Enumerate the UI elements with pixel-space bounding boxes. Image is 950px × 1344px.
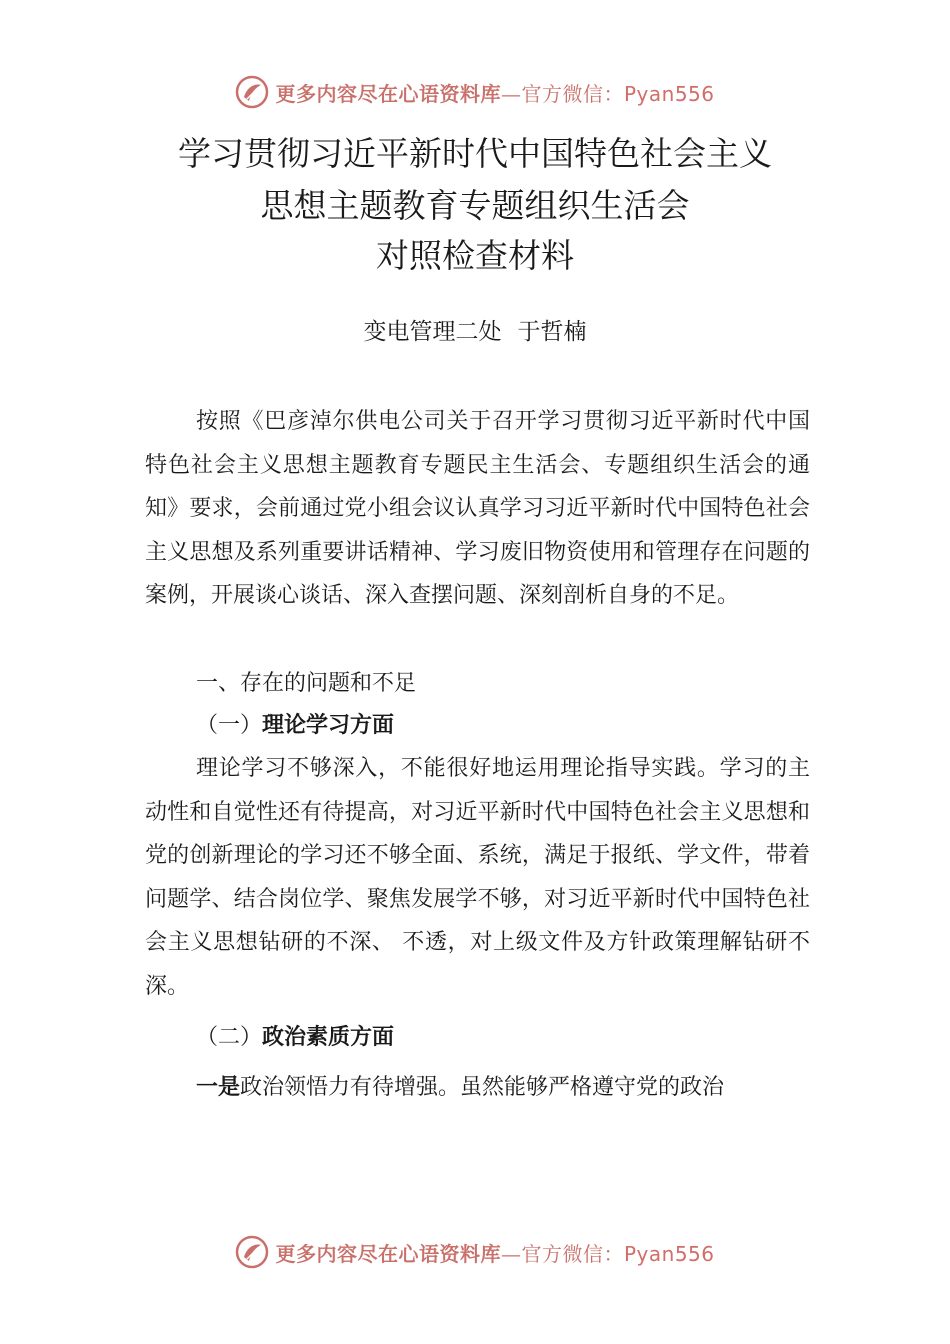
header-banner	[0, 72, 950, 112]
author-department: 变电管理二处	[363, 319, 502, 345]
banner-brand-text: 更多内容尽在心语资料库	[275, 1241, 501, 1266]
brand-logo-icon	[235, 75, 269, 109]
subsection-1-title: 理论学习方面	[262, 713, 395, 738]
author-name: 于哲楠	[517, 319, 587, 345]
document-title-line-3: 对照检查材料	[376, 236, 574, 275]
point-one-text: 政治领悟力有待增强。虽然能够严格遵守党的政治	[240, 1075, 725, 1100]
subsection-2-title: 政治素质方面	[262, 1025, 395, 1050]
author-line	[0, 312, 950, 352]
banner-wechat-id: Pyan556	[623, 81, 715, 106]
banner-brand-text: 更多内容尽在心语资料库	[275, 81, 501, 106]
theory-study-paragraph: 理论学习不够深入，不能很好地运用理论指导实践。学习的主动性和自觉性还有待提高，对习近平新时代中国特色社会主义思想和党的创新理论的学习还不够全面、系统，满足于报纸、学文件，带着问题学、结合岗位学、聚焦发展学不够，对习近平新时代中国特色社会主义思想钻研的不深、 不透，对上级文件及方针政策理解钻研不深。	[145, 756, 810, 999]
banner-separator: —	[500, 81, 522, 106]
brand-logo-icon	[235, 1235, 269, 1269]
document-title-line-2: 思想主题教育专题组织生活会	[260, 186, 690, 225]
footer-banner	[0, 1232, 950, 1272]
banner-wechat-id: Pyan556	[623, 1241, 715, 1266]
document-title-line-1: 学习贯彻习近平新时代中国特色社会主义	[178, 134, 772, 173]
banner-separator: —	[500, 1241, 522, 1266]
banner-wechat-label: 官方微信：	[521, 1241, 624, 1266]
section-heading-1: 一、存在的问题和不足	[196, 671, 417, 696]
intro-paragraph: 按照《巴彦淖尔供电公司关于召开学习贯彻习近平新时代中国特色社会主义思想主题教育专题民主生活会、专题组织生活会的通知》要求，会前通过党小组会议认真学习习近平新时代中国特色社会主义思想及系列重要讲话精神、学习废旧物资使用和管理存在问题的案例，开展谈心谈话、深入查摆问题、深刻剖析自身的不足。	[145, 409, 810, 609]
subsection-heading-2	[196, 1016, 394, 1059]
political-quality-paragraph	[145, 1066, 810, 1110]
point-one-lead: 一是	[196, 1075, 241, 1100]
subsection-2-number: （二）	[196, 1025, 263, 1050]
subsection-1-number: （一）	[196, 713, 263, 738]
subsection-heading-1	[196, 704, 394, 747]
banner-wechat-label: 官方微信：	[521, 81, 624, 106]
